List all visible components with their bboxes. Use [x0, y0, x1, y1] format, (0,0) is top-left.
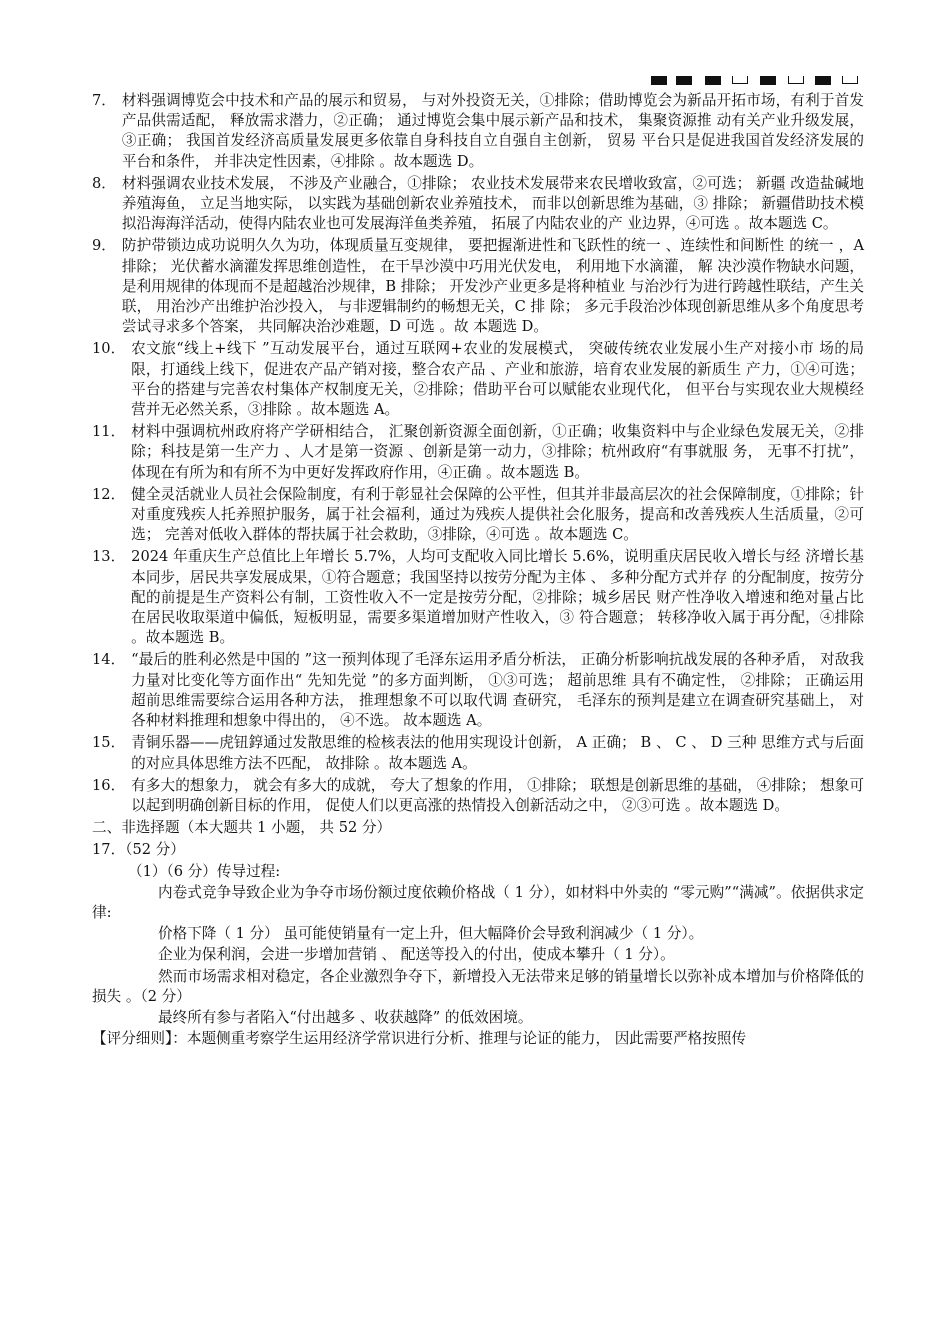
answer-item-14: [92, 650, 864, 731]
question-17-paragraph-1: 内卷式竞争导致企业为争夺市场份额过度依赖价格战（ 1 分），如材料中外卖的 “零元购”“满减”。依据供求定律:: [92, 883, 864, 921]
answer-item-10: [92, 339, 864, 420]
answer-item-13: [92, 547, 864, 648]
item-number: 7．: [92, 92, 116, 109]
question-17-paragraph-5: 最终所有参与者陷入“付出越多 、收获越降” 的低效困境。: [158, 1008, 533, 1026]
question-17-paragraph-3: 企业为保利润，会进一步增加营销 、 配送等投入的付出，使成本攀升（ 1 分）。: [158, 946, 675, 964]
section-heading: 二、非选择题（本大题共 1 小题， 共 52 分）: [92, 819, 392, 837]
item-text: 有多大的想象力， 就会有多大的成就， 夸大了想象的作用， ①排除； 联想是创新思维的基础， ④排除； 想象可以起到明确创新目标的作用， 促使人们以更高涨的热情投入创新活动之中， ②③可选 。故本题选 D。: [131, 776, 864, 814]
item-number: 10．: [92, 340, 126, 358]
question-17-paragraph-2: 价格下降（ 1 分） 虽可能使销量有一定上升，但大幅降价会导致利润减少（ 1 分）。: [158, 925, 704, 943]
item-number: 11．: [92, 423, 126, 441]
item-text: 青铜乐器——虎钮錞通过发散思维的检核表法的他用实现设计创新， A 正确； B 、 C 、 D 三种 思维方式与后面的对应具体思维方法不匹配， 故排除 。故本题选 A。: [131, 734, 864, 772]
item-number: 13．: [92, 548, 126, 566]
answer-item-15: [92, 733, 864, 773]
scoring-note: 【评分细则】：本题侧重考察学生运用经济学常识进行分析、推理与论证的能力， 因此需要严格按照传: [92, 1030, 747, 1048]
item-text: 健全灵活就业人员社会保险制度，有利于彰显社会保障的公平性，但其并非最高层次的社会保障制度，①排除；针对重度残疾人托养照护服务，属于社会福利，通过为残疾人提供社会化服务，提高和改善残疾人生活质量，②可选； 完善对低收入群体的帮扶属于社会救助，③排除，④可选 。故本题选 C。: [131, 485, 864, 544]
item-number: 9．: [92, 237, 116, 255]
item-text: 2024 年重庆生产总值比上年增长 5.7%，人均可支配收入同比增长 5.6%，说明重庆居民收入增长与经 济增长基本同步，居民共享发展成果，①符合题意；我国坚持以按劳分配为主体 、 多种分配方式并存 的分配制度，按劳分配的前提是生产资料公有制，工资性收入不一定是按劳分配，②排除；城乡居民 财产性净收入增速和绝对量占比在居民收取渠道中偏低，短板明显，需要多渠道增加财产性收入，③ 符合题意； 转移净收入属于再分配，④排除 。故本题选 B。: [131, 548, 864, 647]
answer-item-7: [92, 91, 864, 172]
item-text: 农文旅“线上+线下 ”互动发展平台，通过互联网+农业的发展模式， 突破传统农业发展小生产对接小市 场的局限，打通线上线下，促进农产品产销对接，整合农产品 、产业和旅游，培育农业发展的新质生 产力，①④可选；平台的搭建与完善农村集体产权制度无关，②排除；借助平台可以赋能农业现代化， 但平台与实现农业大规模经营并无必然关系，③排除 。故本题选 A。: [131, 340, 864, 419]
item-text: 材料中强调杭州政府将产学研相结合， 汇聚创新资源全面创新，①正确；收集资料中与企业绿色发展无关，②排除；科技是第一生产力 、人才是第一资源 、创新是第一动力，③排除；杭州政府“有事就服 务， 无事不打扰”，体现在有所为和有所不为中更好发挥政府作用，④正确 。故本题选 B。: [131, 423, 864, 481]
answer-content: [92, 91, 864, 1049]
answer-item-9: [92, 236, 864, 337]
answer-item-12: [92, 485, 864, 546]
question-17-subheading: （1）（6 分）传导过程:: [128, 862, 281, 880]
item-number: 8．: [92, 174, 116, 192]
item-number: 12．: [92, 485, 126, 503]
item-text: 材料强调博览会中技术和产品的展示和贸易， 与对外投资无关，①排除；借助博览会为新品开拓市场，有利于首发产品供需适配， 释放需求潜力，②正确； 通过博览会集中展示新产品和技术， 集聚资源推 动有关产业升级发展，③正确； 我国首发经济高质量发展更多依靠自身科技自立自强自主创新， 贸易 平台只是促进我国首发经济发展的平台和条件， 并非决定性因素，④排除 。故本题选 D。: [121, 92, 864, 170]
answer-item-8: [92, 174, 864, 235]
question-17-paragraph-4: 然而市场需求相对稳定，各企业激烈争夺下，新增投入无法带来足够的销量增长以弥补成本增加与价格降低的损失 。（2 分）: [92, 967, 864, 1005]
question-17-header: 17．（52 分）: [92, 841, 185, 859]
answer-item-16: [92, 776, 864, 816]
item-number: 14．: [92, 651, 126, 669]
item-text: 材料强调农业技术发展， 不涉及产业融合，①排除； 农业技术发展带来农民增收致富，②可选； 新疆 改造盐碱地养殖海鱼， 立足当地实际， 以实践为基础创新农业养殖技术， 而非以创新思维为基础，③ 排除； 新疆借助技术模拟沿海海洋活动，使得内陆农业也可发展海洋鱼类养殖， 拓展了内陆农业的产 业边界，④可选 。故本题选 C。: [121, 174, 864, 233]
item-number: 15．: [92, 734, 126, 752]
item-text: 防护带锁边成功说明久久为功，体现质量互变规律， 要把握渐进性和飞跃性的统一 、连续性和间断性 的统一 ，A 排除； 光伏蓄水滴灌发挥思维创造性， 在干旱沙漠中巧用光伏发电， 利用地下水滴灌， 解 决沙漠作物缺水问题， 是利用规律的体现而不是超越治沙规律，B 排除； 开发沙产业更多是将种植业 与治沙行为进行跨越性联结，产生关联， 用治沙产出维护治沙投入， 与非逻辑制约的畅想无关，C 排 除； 多元手段治沙体现创新思维从多个角度思考尝试寻求多个答案， 共同解决治沙难题，D 可选 。故 本题选 D。: [121, 237, 864, 336]
answer-item-11: [92, 422, 864, 483]
item-number: 16．: [92, 776, 126, 794]
item-text: “最后的胜利必然是中国的 ”这一预判体现了毛泽东运用矛盾分析法， 正确分析影响抗战发展的各种矛盾， 对敌我力量对比变化等方面作出“ 先知先觉 ”的多方面判断， ①③可选； 超前思维 具有不确定性， ②排除； 正确运用超前思维需要综合运用各种方法， 推理想象不可以取代调 查研究， 毛泽东的预判是建立在调查研究基础上， 对各种材料推理和想象中得出的， ④不选。 故本题选 A。: [131, 651, 864, 730]
